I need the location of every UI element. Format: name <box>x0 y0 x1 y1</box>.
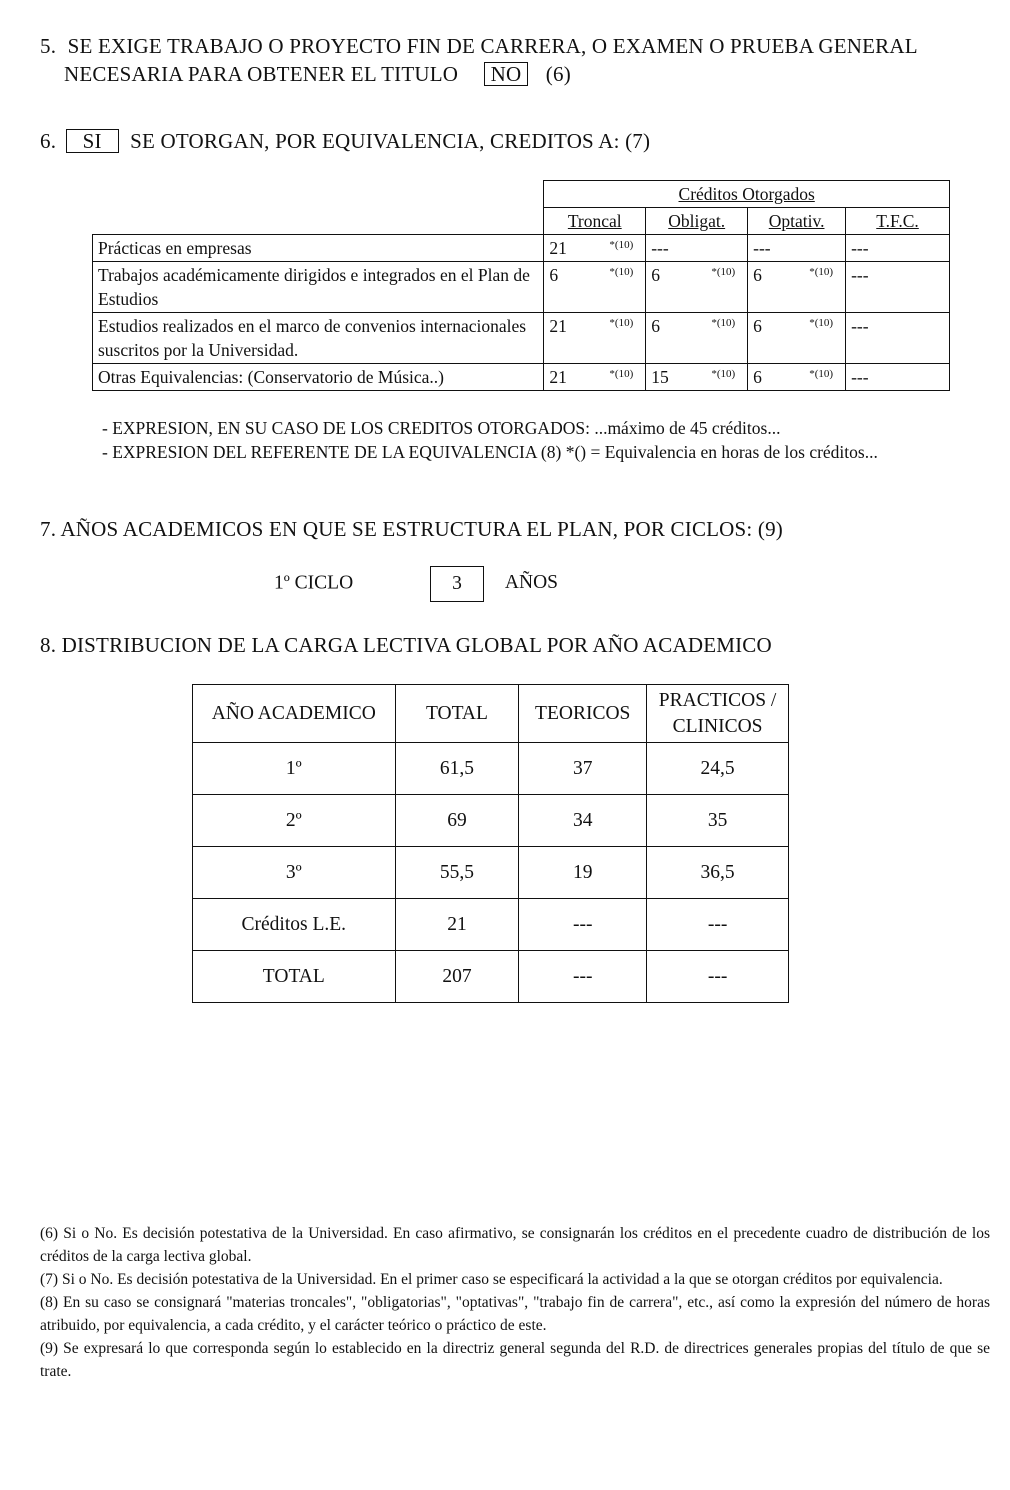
load-col-header: AÑO ACADEMICO <box>193 685 396 743</box>
table-row <box>193 951 789 1003</box>
credits-value: 15 <box>651 367 669 387</box>
cycle-value-box: 3 <box>430 566 484 602</box>
credits-table-corner <box>93 208 544 235</box>
load-cell: 3º <box>193 847 396 899</box>
credits-cell <box>544 313 646 364</box>
credits-cell <box>846 262 950 313</box>
load-cell: --- <box>519 951 647 1003</box>
load-cell: --- <box>647 899 789 951</box>
credits-cell <box>748 235 846 262</box>
cycle-label: 1º CICLO <box>274 572 354 594</box>
credits-ref: *(10) <box>711 317 736 329</box>
section-6-answer-box: SI <box>66 129 119 153</box>
credits-group-header: Créditos Otorgados <box>544 181 950 208</box>
credits-ref: *(10) <box>609 239 634 251</box>
credits-ref: *(10) <box>711 368 736 380</box>
credits-value: --- <box>851 265 869 285</box>
load-cell: 34 <box>519 795 647 847</box>
credits-ref: *(10) <box>809 266 834 278</box>
load-col-header: TEORICOS <box>519 685 647 743</box>
credits-row <box>93 313 950 364</box>
section-5 <box>40 34 918 59</box>
credits-value: --- <box>851 367 869 387</box>
table-row <box>193 899 789 951</box>
cycle-unit: AÑOS <box>504 572 559 594</box>
credits-cell <box>846 235 950 262</box>
credits-cell <box>544 235 646 262</box>
credits-cell <box>748 262 846 313</box>
footnote-8: (8) En su caso se consignará "materias troncales", "obligatorias", "optativas", "trabajo fin de carrera", etc., así como la expresión del número de horas atribuido, por equivalencia, a cada crédito, y el carácter teórico o práctico de este. <box>40 1294 990 1334</box>
footnote-9: (9) Se expresará lo que corresponda según lo establecido en la directriz general segunda del R.D. de directrices generales propias del título de que se trate. <box>40 1340 990 1380</box>
credits-cell <box>646 364 748 391</box>
section-5-line2: NECESARIA PARA OBTENER EL TITULO <box>64 62 459 86</box>
load-cell: 21 <box>395 899 519 951</box>
credits-cell <box>544 364 646 391</box>
footnotes <box>40 1222 990 1383</box>
equivalence-note-2: - EXPRESION DEL REFERENTE DE LA EQUIVALENCIA (8) *() = Equivalencia en horas de los créditos... <box>102 442 878 462</box>
credits-value: --- <box>753 238 771 258</box>
credits-cell <box>544 262 646 313</box>
load-cell: --- <box>647 951 789 1003</box>
credits-value: 21 <box>549 367 567 387</box>
load-cell: 61,5 <box>395 743 519 795</box>
section-8-heading: 8. DISTRIBUCION DE LA CARGA LECTIVA GLOBAL POR AÑO ACADEMICO <box>40 633 772 657</box>
academic-load-table <box>192 684 789 1003</box>
section-6-text: SE OTORGAN, POR EQUIVALENCIA, CREDITOS A: (7) <box>130 129 651 153</box>
table-row <box>193 847 789 899</box>
credits-cell <box>748 313 846 364</box>
credits-ref: *(10) <box>711 266 736 278</box>
cycle-row <box>274 566 558 602</box>
credits-table-corner <box>93 181 544 208</box>
credits-ref: *(10) <box>609 368 634 380</box>
section-6 <box>40 129 650 154</box>
credits-row-label: Trabajos académicamente dirigidos e integrados en el Plan de Estudios <box>93 262 544 313</box>
load-cell: --- <box>519 899 647 951</box>
credits-value: 6 <box>549 265 559 285</box>
footnote-6: (6) Si o No. Es decisión potestativa de la Universidad. En caso afirmativo, se consignarán los créditos en el precedente cuadro de distribución de los créditos de la carga lectiva global. <box>40 1225 990 1265</box>
credits-cell <box>748 364 846 391</box>
credits-cell <box>646 262 748 313</box>
equivalence-note-1: - EXPRESION, EN SU CASO DE LOS CREDITOS OTORGADOS: ...máximo de 45 créditos... <box>102 418 781 438</box>
section-6-number: 6. <box>40 129 57 153</box>
credits-col-header: Troncal <box>544 208 646 235</box>
load-cell: 37 <box>519 743 647 795</box>
credits-col-header: Optativ. <box>748 208 846 235</box>
section-5-number: 5. <box>40 34 57 58</box>
section-5-line1: SE EXIGE TRABAJO O PROYECTO FIN DE CARRERA, O EXAMEN O PRUEBA GENERAL <box>67 34 918 58</box>
load-cell: 2º <box>193 795 396 847</box>
credits-cell <box>846 364 950 391</box>
section-5-line2-row <box>64 62 571 87</box>
load-cell: 55,5 <box>395 847 519 899</box>
credits-value: 6 <box>753 367 762 387</box>
credits-col-header: Obligat. <box>646 208 748 235</box>
load-cell: 35 <box>647 795 789 847</box>
load-cell: 1º <box>193 743 396 795</box>
table-row <box>193 795 789 847</box>
load-cell: 24,5 <box>647 743 789 795</box>
credits-value: 21 <box>549 316 567 336</box>
load-col-header: PRACTICOS / CLINICOS <box>647 685 789 743</box>
load-cell: 19 <box>519 847 647 899</box>
credits-row-label: Otras Equivalencias: (Conservatorio de Música..) <box>93 364 544 391</box>
credits-col-header: T.F.C. <box>846 208 950 235</box>
section-5-answer-box: NO <box>484 62 529 86</box>
credits-cell <box>646 313 748 364</box>
credits-ref: *(10) <box>609 317 634 329</box>
credits-value: --- <box>851 316 869 336</box>
footnote-7: (7) Si o No. Es decisión potestativa de la Universidad. En el primer caso se especificará la actividad a la que se otorgan créditos por equivalencia. <box>40 1271 943 1288</box>
load-col-header: TOTAL <box>395 685 519 743</box>
credits-row-label: Estudios realizados en el marco de convenios internacionales suscritos por la Universidad. <box>93 313 544 364</box>
table-row <box>193 743 789 795</box>
section-5-ref: (6) <box>545 62 571 86</box>
credits-row <box>93 262 950 313</box>
load-cell: 207 <box>395 951 519 1003</box>
load-cell: 69 <box>395 795 519 847</box>
credits-value: 6 <box>753 265 762 285</box>
credits-ref: *(10) <box>809 317 834 329</box>
credits-row <box>93 364 950 391</box>
credits-value: 21 <box>549 238 567 258</box>
credits-cell <box>646 235 748 262</box>
credits-table <box>92 180 950 391</box>
credits-row <box>93 235 950 262</box>
credits-value: --- <box>851 238 869 258</box>
credits-ref: *(10) <box>809 368 834 380</box>
credits-ref: *(10) <box>609 266 634 278</box>
load-cell: TOTAL <box>193 951 396 1003</box>
credits-row-label: Prácticas en empresas <box>93 235 544 262</box>
section-7-heading: 7. AÑOS ACADEMICOS EN QUE SE ESTRUCTURA EL PLAN, POR CICLOS: (9) <box>40 517 784 541</box>
credits-cell <box>846 313 950 364</box>
credits-value: --- <box>651 238 669 258</box>
credits-value: 6 <box>651 316 660 336</box>
load-cell: Créditos L.E. <box>193 899 396 951</box>
credits-value: 6 <box>651 265 660 285</box>
credits-value: 6 <box>753 316 762 336</box>
load-cell: 36,5 <box>647 847 789 899</box>
